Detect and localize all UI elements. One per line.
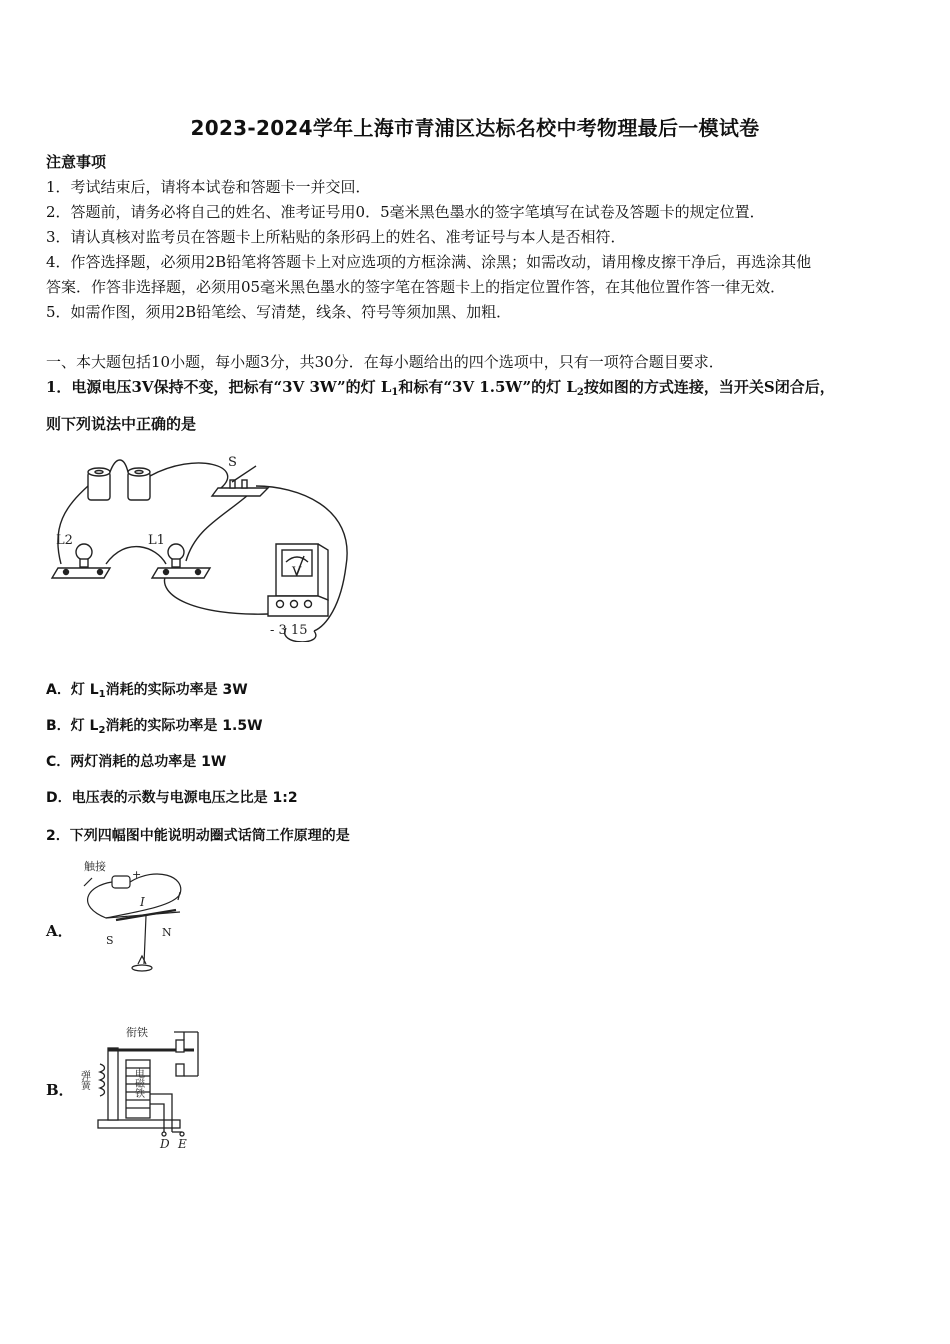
switch [212, 466, 268, 496]
notice-item: 2．答题前，请务必将自己的姓名、准考证号用0．5毫米黑色墨水的签字笔填写在试卷及答题卡的规定位置． [46, 203, 765, 221]
q1-sub-2: 2 [576, 387, 584, 398]
lamp-l2-label: L2 [56, 533, 73, 548]
q1-text-a: 1．电源电压3V保持不变，把标有“3V 3W”的灯 L [46, 378, 392, 396]
circuit-figure [46, 446, 366, 642]
electromagnet-label: 电磁铁 [132, 1068, 144, 1098]
spring-label: 弹簧 [78, 1070, 90, 1090]
notice-item: 1．考试结束后，请将本试卷和答题卡一并交回． [46, 178, 371, 196]
option-text: 两灯消耗的总功率是 1W [70, 754, 227, 770]
q2-option-a-letter[interactable]: A． [46, 922, 73, 940]
switch-label: S [228, 455, 237, 470]
touch-label: 触接 [84, 860, 106, 873]
page-title: 2023-2024学年上海市青浦区达标名校中考物理最后一模试卷 [190, 116, 760, 140]
q1-text-b: 和标有“3V 1.5W”的灯 L [398, 378, 577, 396]
option-text: 灯 L [70, 718, 99, 734]
question-1-stem [46, 377, 835, 397]
voltmeter [268, 544, 328, 616]
north-pole-label: N [162, 926, 172, 939]
option-letter: A． [46, 682, 71, 698]
battery-1 [88, 468, 110, 500]
terminal-d-label: D [160, 1137, 170, 1151]
option-c[interactable] [46, 752, 226, 772]
section-heading: 一、本大题包括10小题，每小题3分，共30分．在每小题给出的四个选项中，只有一项符合题目要求． [46, 353, 724, 371]
q1-text-c: 按如图的方式连接，当开关S闭合后， [583, 378, 835, 396]
q1-sub-1: 1 [391, 387, 399, 398]
notice-item: 4．作答选择题，必须用2B铅笔将答题卡上对应选项的方框涂满、涂黑；如需改动，请用橡皮擦干净后，再选涂其他 [46, 253, 812, 271]
option-sub: 1 [98, 689, 106, 700]
notice-item: 3．请认真核对监考员在答题卡上所粘贴的条形码上的姓名、准考证号与本人是否相符． [46, 228, 626, 246]
coil-magnet-figure [76, 856, 196, 980]
option-a[interactable] [46, 680, 248, 700]
option-letter: C． [46, 754, 71, 770]
option-letter: D． [46, 790, 72, 806]
south-pole-label: S [106, 934, 114, 947]
plus-label: + [132, 868, 142, 881]
voltmeter-terminal-labels: - 3 15 [270, 623, 308, 638]
notice-item: 答案．作答非选择题，必须用05毫米黑色墨水的签字笔在答题卡上的指定位置作答，在其他位置作答一律无效． [46, 278, 786, 296]
notice-heading: 注意事项 [46, 153, 107, 171]
lamp-l1-label: L1 [148, 533, 165, 548]
current-label: I [140, 895, 145, 909]
terminal-e-label: E [178, 1137, 187, 1151]
option-text-post: 消耗的实际功率是 3W [105, 682, 248, 698]
notice-item: 5．如需作图，须用2B铅笔绘、写清楚，线条、符号等须加黑、加粗． [46, 303, 512, 321]
option-text: 电压表的示数与电源电压之比是 1:2 [71, 790, 298, 806]
question-1-stem-line2: 则下列说法中正确的是 [46, 415, 197, 433]
option-b[interactable] [46, 716, 263, 736]
lamp-l1 [152, 544, 210, 578]
armature-label: 衔铁 [126, 1026, 148, 1039]
option-letter: B． [46, 718, 71, 734]
option-d[interactable] [46, 788, 298, 808]
question-2-stem: 2．下列四幅图中能说明动圈式话筒工作原理的是 [46, 828, 350, 844]
q2-option-b-letter[interactable]: B． [46, 1081, 74, 1099]
option-text: 灯 L [70, 682, 99, 698]
battery-2 [128, 468, 150, 500]
voltmeter-symbol: V [292, 565, 302, 580]
option-sub: 2 [98, 725, 106, 736]
relay-figure [78, 1024, 202, 1152]
option-text-post: 消耗的实际功率是 1.5W [105, 718, 263, 734]
